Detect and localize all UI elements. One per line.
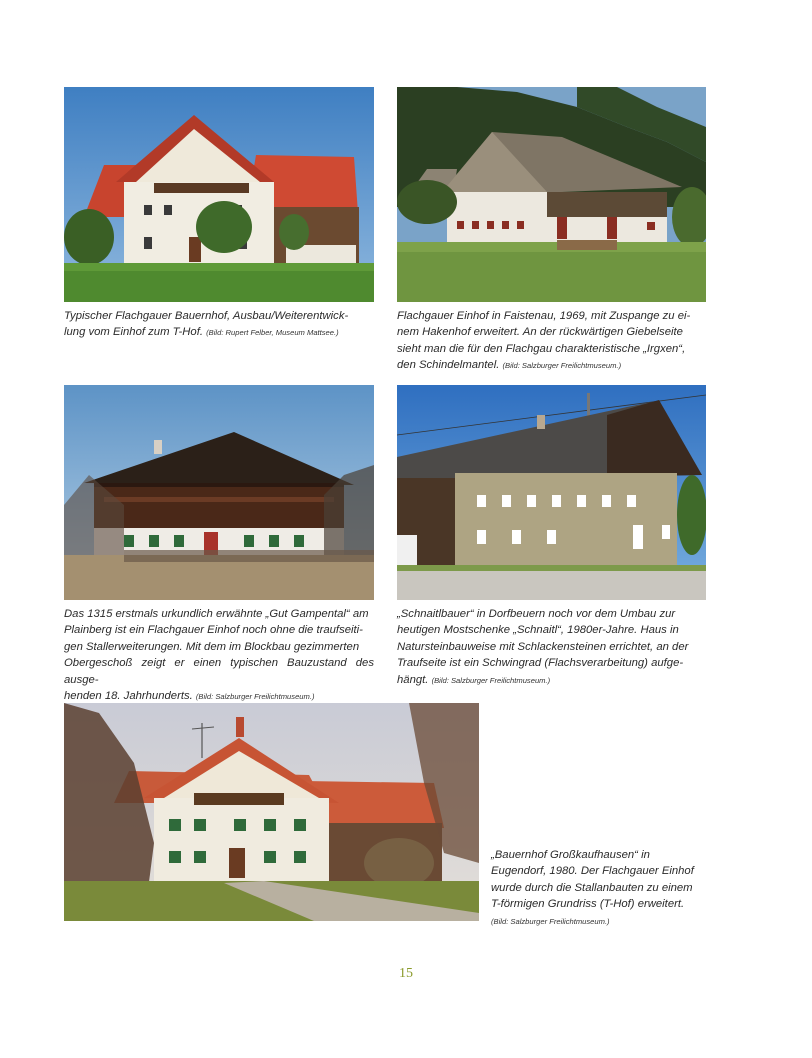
photo-t-hof-farmhouse <box>64 87 374 302</box>
caption-schnaitlbauer <box>397 606 706 689</box>
photo-credit: (Bild: Salzburger Freilichtmuseum.) <box>195 692 315 702</box>
caption-line: Obergeschoß zeigt er einen typischen Bauzustand des ausge- <box>64 657 374 686</box>
photo-einhof-faistenau <box>397 87 706 302</box>
caption-gut-gampental <box>64 606 374 705</box>
photo-schnaitlbauer <box>397 385 706 600</box>
page-number: 15 <box>399 966 413 981</box>
caption-line: gen Stallerweiterungen. Mit dem im Blockbau gezimmerten <box>64 640 360 653</box>
photo-bauernhof-grosskaufhausen <box>64 703 479 921</box>
photo-credit: (Bild: Salzburger Freilichtmuseum.) <box>502 361 622 371</box>
caption-line: wurde durch die Stallanbauten zu einem <box>491 881 693 894</box>
caption-line: den Schindelmantel. <box>397 359 500 372</box>
caption-line: Eugendorf, 1980. Der Flachgauer Einhof <box>491 865 694 878</box>
photo-credit: (Bild: Rupert Felber, Museum Mattsee.) <box>206 328 339 338</box>
caption-line: heutigen Mostschenke „Schnaitl“, 1980er-Jahre. Haus in <box>397 624 679 637</box>
caption-line: T-förmigen Grundriss (T-Hof) erweitert. <box>491 898 685 911</box>
caption-line: Das 1315 erstmals urkundlich erwähnte „Gut Gampental“ am <box>64 608 369 620</box>
caption-line: Plainberg ist ein Flachgauer Einhof noch ohne die traufseiti- <box>64 624 363 637</box>
photo-credit: (Bild: Salzburger Freilichtmuseum.) <box>491 916 610 926</box>
caption-line: „Schnaitlbauer“ in Dorfbeuern noch vor dem Umbau zur <box>397 608 676 620</box>
caption-line: „Bauernhof Großkaufhausen“ in <box>491 849 650 861</box>
caption-line: henden 18. Jahrhunderts. <box>64 690 193 703</box>
caption-line: Flachgauer Einhof in Faistenau, 1969, mit Zuspange zu ei- <box>397 310 691 322</box>
caption-line: Traufseite ist ein Schwingrad (Flachsverarbeitung) aufge- <box>397 657 684 670</box>
caption-grosskaufhausen <box>491 847 709 930</box>
caption-line: lung vom Einhof zum T-Hof. <box>64 326 203 339</box>
photo-gut-gampental <box>64 385 374 600</box>
caption-line: Natursteinbauweise mit Schlackensteinen errichtet, an der <box>397 640 689 653</box>
caption-line: nem Hakenhof erweitert. An der rückwärtigen Giebelseite <box>397 326 683 339</box>
caption-t-hof <box>64 308 374 342</box>
caption-faistenau <box>397 308 706 375</box>
caption-line: hängt. <box>397 673 429 686</box>
photo-credit: (Bild: Salzburger Freilichtmuseum.) <box>431 675 551 685</box>
caption-line: Typischer Flachgauer Bauernhof, Ausbau/Weiterentwick- <box>64 310 349 322</box>
caption-line: sieht man die für den Flachgau charakteristische „Irgxen“, <box>397 342 686 355</box>
